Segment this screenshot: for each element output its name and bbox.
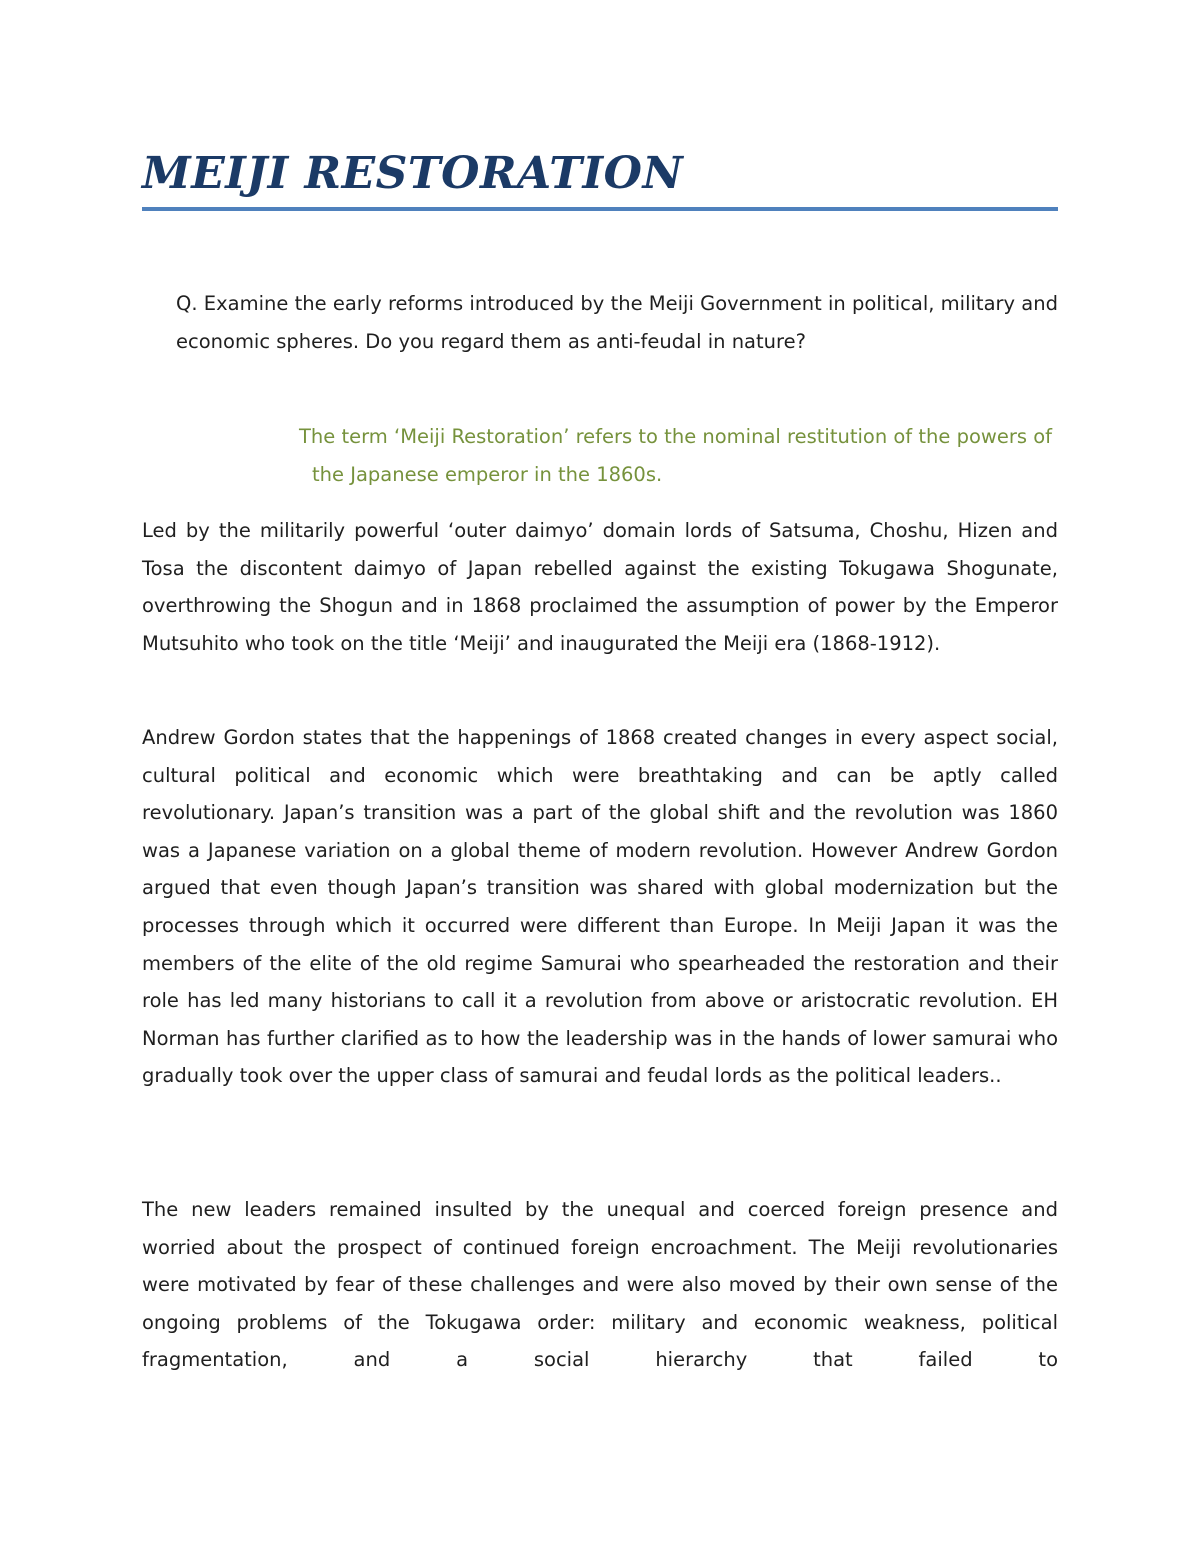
paragraph-1: Led by the militarily powerful ‘outer daimyo’ domain lords of Satsuma, Choshu, Hizen and Tosa the discontent daimyo of Japan rebelled against the existing Tokugawa Shogunate, overthrowing the Shogun and in 1868 proclaimed the assumption of power by the Emperor Mutsuhito who took on the title ‘Meiji’ and inaugurated the Meiji era (1868-1912). xyxy=(142,519,1058,655)
paragraph-3: The new leaders remained insulted by the unequal and coerced foreign presence and worried about the prospect of continued foreign encroachment. The Meiji revolutionaries were motivated by fear of these challenges and were also moved by their own sense of the ongoing problems of the Tokugawa order: military and economic weakness, political fragmentation, and a social hierarchy that failed to xyxy=(142,1198,1058,1372)
paragraph-2: Andrew Gordon states that the happenings of 1868 created changes in every aspect social, cultural political and economic which were breathtaking and can be aptly called revolutionary. Japan’s transition was a part of the global shift and the revolution was 1860 was a Japanese variation on a global theme of modern revolution. However Andrew Gordon argued that even though Japan’s transition was shared with global modernization but the processes through which it occurred were different than Europe. In Meiji Japan it was the members of the elite of the old regime Samurai who spearheaded the restoration and their role has led many historians to call it a revolution from above or aristocratic revolution. EH Norman has further clarified as to how the leadership was in the hands of lower samurai who gradually took over the upper class of samurai and feudal lords as the political leaders.. xyxy=(142,726,1058,1088)
document-title: MEIJI RESTORATION xyxy=(142,148,684,199)
question-text: Q. Examine the early reforms introduced by the Meiji Government in political, military and economic spheres. Do you regard them as anti-feudal in nature? xyxy=(176,292,1058,353)
title-underline xyxy=(142,207,1058,211)
highlighted-quote-line-1: The term ‘Meiji Restoration’ refers to the nominal restitution of the powers of xyxy=(299,425,1052,448)
highlighted-quote xyxy=(142,418,1058,493)
highlighted-quote-line-2: the Japanese emperor in the 1860s. xyxy=(312,462,663,486)
